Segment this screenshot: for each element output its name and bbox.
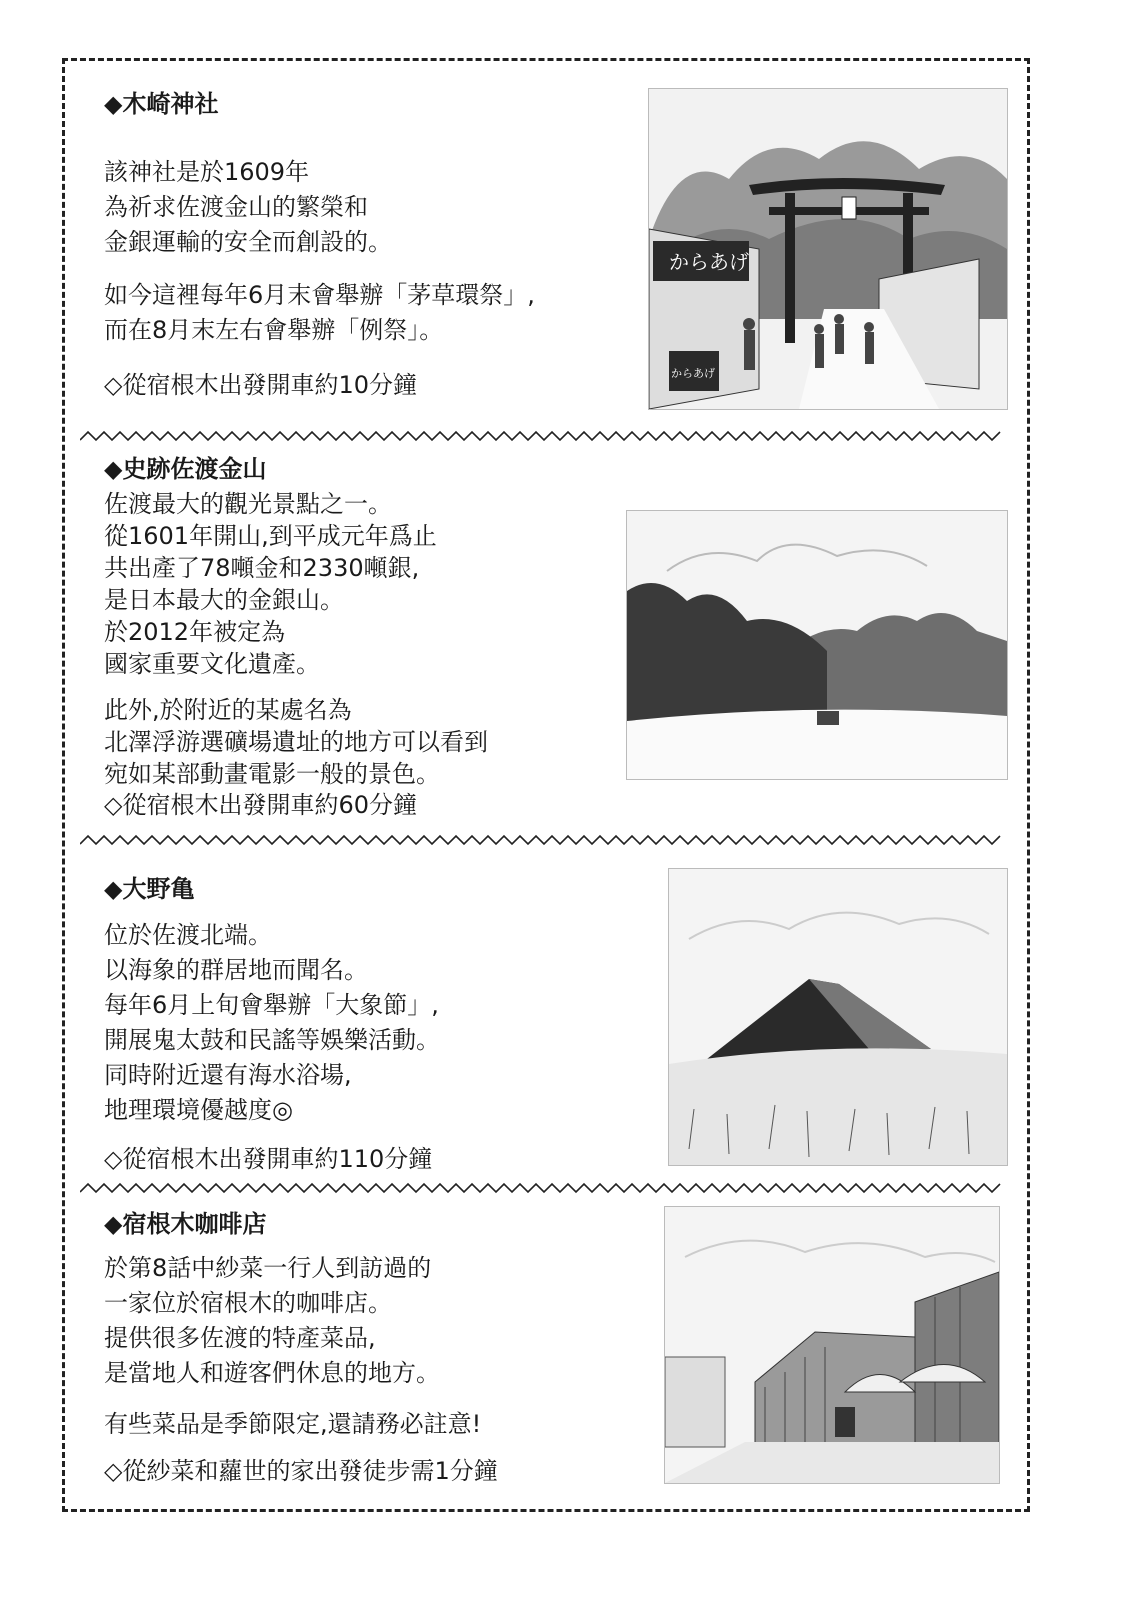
section-heading: ◆史跡佐渡金山 — [104, 455, 267, 483]
text-line: 提供很多佐渡的特產菜品, — [104, 1323, 376, 1352]
text-line: 是當地人和遊客們休息的地方。 — [104, 1358, 440, 1387]
text-line: 同時附近還有海水浴場, — [104, 1060, 352, 1089]
access-info: ◇從宿根木出發開車約110分鐘 — [104, 1144, 433, 1173]
text-line: 一家位於宿根木的咖啡店。 — [104, 1288, 392, 1317]
text-line: 為祈求佐渡金山的繁榮和 — [104, 192, 368, 221]
text-line: 北澤浮游選礦場遺址的地方可以看到 — [104, 727, 488, 756]
zigzag-divider — [80, 1180, 1002, 1196]
paragraph — [104, 918, 644, 1128]
text-line: 共出產了78噸金和2330噸銀, — [104, 553, 420, 582]
text-line: 以海象的群居地而聞名。 — [104, 955, 368, 984]
text-line: 國家重要文化遺產。 — [104, 649, 320, 678]
torii-shrine-illustration — [648, 88, 1008, 410]
text-line: 從1601年開山,到平成元年爲止 — [104, 521, 437, 550]
paragraph — [104, 1407, 644, 1442]
paragraph — [104, 488, 624, 680]
section-ono-game — [104, 875, 644, 1175]
text-line: 有些菜品是季節限定,還請務必註意! — [104, 1409, 482, 1438]
paragraph — [104, 278, 624, 348]
text-line: 如今這裡每年6月末會舉辦「茅草環祭」, — [104, 280, 535, 309]
text-line: 位於佐渡北端。 — [104, 920, 272, 949]
ono-game-rock-illustration — [668, 868, 1008, 1166]
section-shukunegi-cafe — [104, 1210, 644, 1487]
text-line: 於第8話中紗菜一行人到訪過的 — [104, 1253, 432, 1282]
access-info: ◇從宿根木出發開車約60分鐘 — [104, 790, 417, 819]
text-line: 而在8月末左右會舉辦「例祭」。 — [104, 315, 444, 344]
access-info: ◇從宿根木出發開車約10分鐘 — [104, 370, 417, 399]
access-info: ◇從紗菜和蘿世的家出發徒步需1分鐘 — [104, 1456, 498, 1485]
text-line: 金銀運輸的安全而創設的。 — [104, 227, 392, 256]
text-line: 於2012年被定為 — [104, 617, 286, 646]
stall-sign: からあげ — [671, 367, 715, 380]
paragraph — [104, 155, 624, 260]
stall-sign: からあげ — [669, 250, 749, 274]
cafe-street-illustration — [664, 1206, 1000, 1484]
zigzag-divider — [80, 428, 1002, 444]
paragraph — [104, 1251, 644, 1391]
text-line: 每年6月上旬會舉辦「大象節」, — [104, 990, 439, 1019]
text-line: 宛如某部動畫電影一般的景色。 — [104, 759, 440, 788]
section-kizaki-shrine — [104, 90, 624, 401]
section-heading: ◆大野亀 — [104, 875, 195, 903]
text-line: 該神社是於1609年 — [104, 157, 310, 186]
section-sado-gold-mine — [104, 455, 624, 821]
paragraph — [104, 694, 624, 790]
text-line: 開展鬼太鼓和民謠等娛樂活動。 — [104, 1025, 440, 1054]
section-heading: ◆木崎神社 — [104, 90, 219, 118]
section-heading: ◆宿根木咖啡店 — [104, 1210, 267, 1238]
gold-mountain-illustration — [626, 510, 1008, 780]
text-line: 地理環境優越度◎ — [104, 1095, 293, 1124]
text-line: 佐渡最大的觀光景點之一。 — [104, 489, 392, 518]
text-line: 是日本最大的金銀山。 — [104, 585, 344, 614]
zigzag-divider — [80, 832, 1002, 848]
text-line: 此外,於附近的某處名為 — [104, 695, 352, 724]
